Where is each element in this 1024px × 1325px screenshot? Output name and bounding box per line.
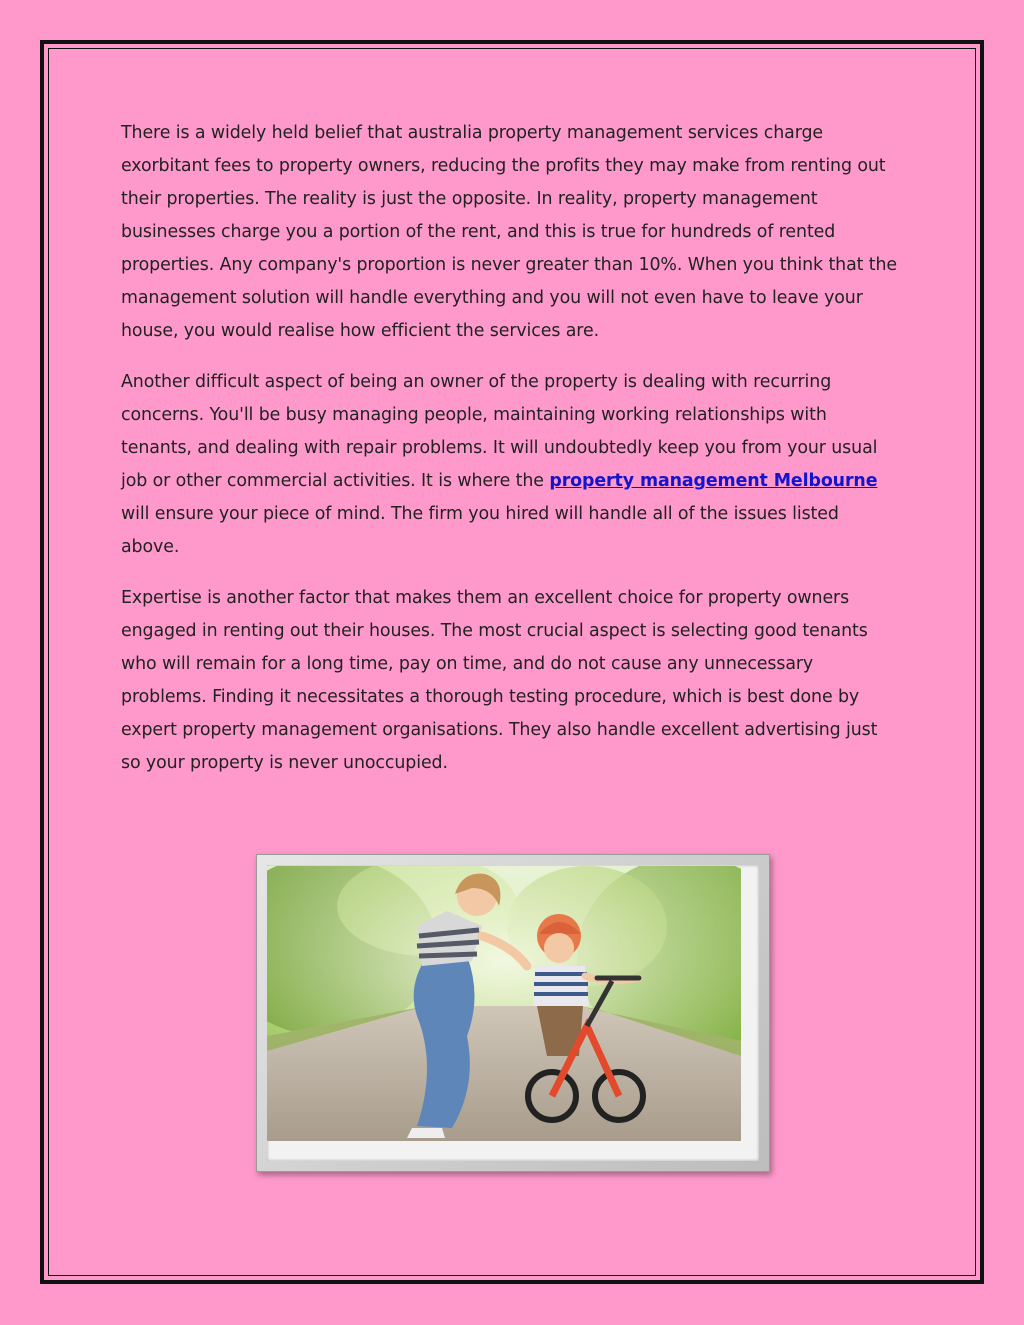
mother-child-bike-photo [267, 866, 741, 1141]
article-body [121, 117, 901, 798]
photo-illustration [267, 866, 741, 1141]
paragraph-concerns-text-before: Another difficult aspect of being an owner of the property is dealing with recurring concerns. You'll be busy managing people, maintaining working relationships with tenants, and dealing with repair problems. It will undoubtedly keep you from your usual job or other commercial activities. It is where the [121, 372, 878, 491]
paragraph-fees: There is a widely held belief that australia property management services charge exorbitant fees to property owners, reducing the profits they may make from renting out their properties. The reality is just the opposite. In reality, property management businesses charge you a portion of the rent, and this is true for hundreds of rented properties. Any company's proportion is never greater than 10%. When you think that the management solution will handle everything and you will not even have to leave your house, you would realise how efficient the services are. [121, 123, 898, 341]
paragraph-expertise: Expertise is another factor that makes them an excellent choice for property owners engaged in renting out their houses. The most crucial aspect is selecting good tenants who will remain for a long time, pay on time, and do not cause any unnecessary problems. Finding it necessitates a thorough testing procedure, which is best done by expert property management organisations. They also handle excellent advertising just so your property is never unoccupied. [121, 588, 878, 773]
paragraph-concerns-text-after: will ensure your piece of mind. The firm you hired will handle all of the issues listed above. [121, 504, 839, 557]
photo-frame [256, 854, 770, 1172]
property-management-melbourne-link[interactable]: property management Melbourne [549, 471, 878, 491]
paragraph-concerns [121, 366, 901, 564]
